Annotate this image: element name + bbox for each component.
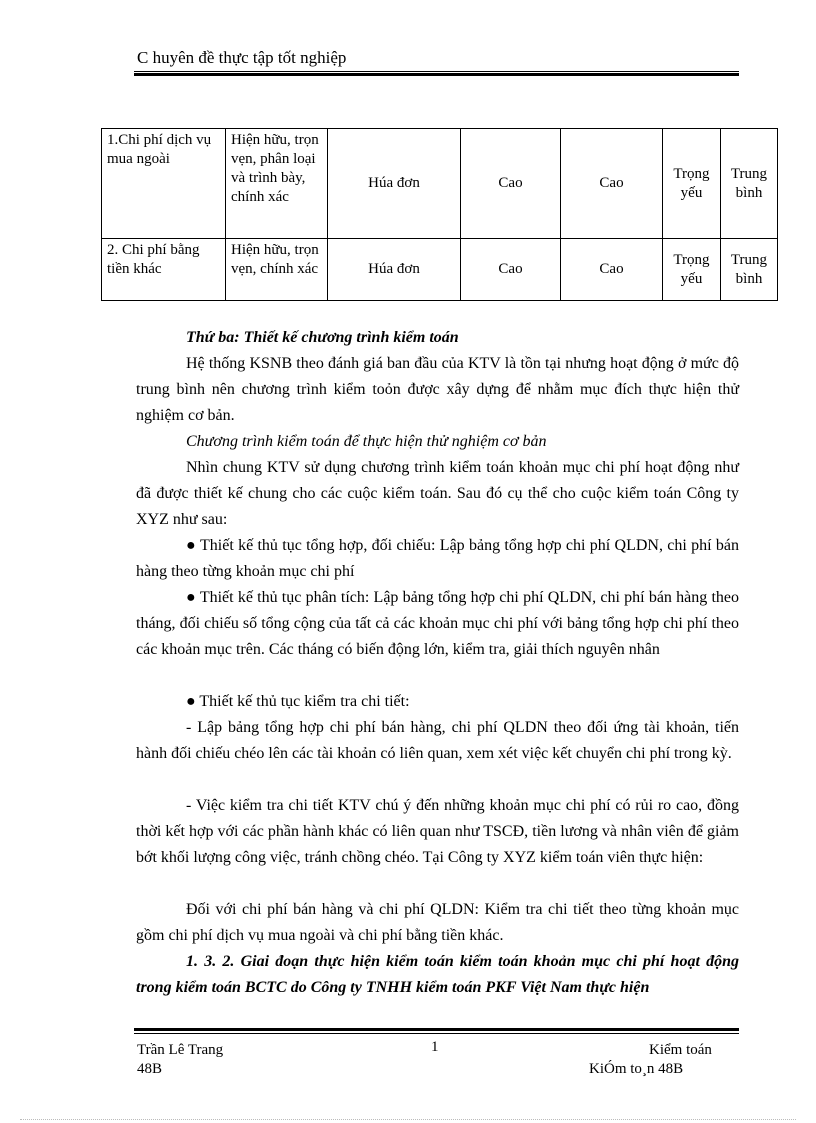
paragraph-detail: Đối với chi phí bán hàng và chi phí QLDN: Kiểm tra chi tiết theo từng khoản mục gồm chi phí dịch vụ mua ngoài và chi phí bằng tiền khác. <box>136 901 739 944</box>
footer-rule-thin <box>134 1033 739 1034</box>
dash-item: - Việc kiểm tra chi tiết KTV chú ý đến những khoản mục chi phí có rủi ro cao, đồng thời kết hợp với các phần hành khác có liên quan như TSCĐ, tiền lương và nhân viên để giảm bớt khối lượng công việc, tránh chồng chéo. Tại Công ty XYZ kiểm toán viên thực hiện: <box>136 797 739 866</box>
table-row <box>102 239 778 301</box>
footer-author-class: 48B <box>137 1061 163 1077</box>
header-rule-thin <box>134 71 739 72</box>
table-cell-materiality: Trọng yếu <box>663 129 721 239</box>
section-heading-step3: Thứ ba: Thiết kế chương trình kiểm toán <box>186 329 459 346</box>
bullet-icon: ● <box>186 589 200 606</box>
table-cell-risk: Cao <box>561 239 663 301</box>
bullet-icon: ● <box>186 537 200 554</box>
bullet-item: ● Thiết kế thủ tục phân tích: Lập bảng tổng hợp chi phí QLDN, chi phí bán hàng theo tháng, đối chiếu số tổng cộng của tất cả các khoản mục chi phí với bảng tổng hợp chi phí theo các khoản mục trên. Các tháng có biến động lớn, kiểm tra, giải thích nguyên nhân <box>136 589 740 658</box>
table-cell-risk: Cao <box>461 129 561 239</box>
bullet-item: ● Thiết kế thủ tục tổng hợp, đối chiếu: Lập bảng tổng hợp chi phí QLDN, chi phí bán hàng theo từng khoản mục chi phí <box>136 537 739 580</box>
dash-item: - Lập bảng tổng hợp chi phí bán hàng, chi phí QLDN theo đối ứng tài khoản, tiến hành đối chiếu chéo lên các tài khoản có liên quan, xem xét việc kết chuyển chi phí trong kỳ. <box>136 719 739 762</box>
bullet-item: ● Thiết kế thủ tục kiểm tra chi tiết: <box>186 693 410 710</box>
table-cell-item: 1.Chi phí dịch vụ mua ngoài <box>102 129 226 239</box>
footer-rule-thick <box>134 1028 739 1031</box>
paragraph-overview: Nhìn chung KTV sử dụng chương trình kiểm toán khoản mục chi phí hoạt động như đã được thiết kế chung cho các cuộc kiểm toán. Sau đó cụ thể cho cuộc kiểm toán Công ty XYZ như sau: <box>136 459 739 528</box>
table-cell-assertion: Hiện hữu, trọn vẹn, phân loại và trình bày, chính xác <box>226 129 328 239</box>
page-bottom-divider <box>20 1119 796 1120</box>
header-rule-thick <box>134 73 739 76</box>
header-title: C huyên đề thực tập tốt nghiệp <box>137 48 347 67</box>
page-number: 1 <box>431 1039 439 1055</box>
table-cell-risk: Cao <box>461 239 561 301</box>
audit-procedure-table <box>101 128 778 301</box>
table-cell-risk: Cao <box>561 129 663 239</box>
footer-dept-class: KiÓm to¸n 48B <box>589 1061 684 1077</box>
table-cell-assertion: Hiện hữu, trọn vẹn, chính xác <box>226 239 328 301</box>
table-cell-level: Trung bình <box>721 129 778 239</box>
table-cell-document: Húa đơn <box>328 129 461 239</box>
table-cell-item: 2. Chi phí bằng tiền khác <box>102 239 226 301</box>
table-cell-document: Húa đơn <box>328 239 461 301</box>
subheading-program: Chương trình kiểm toán để thực hiện thử nghiệm cơ bản <box>186 433 547 450</box>
table-cell-level: Trung bình <box>721 239 778 301</box>
footer-dept: Kiểm toán <box>649 1042 712 1058</box>
footer-author: Trần Lê Trang <box>137 1042 224 1058</box>
section-heading-132: 1. 3. 2. Giai đoạn thực hiện kiểm toán kiểm toán khoản mục chi phí hoạt động trong kiểm toán BCTC do Công ty TNHH kiểm toán PKF Việt Nam thực hiện <box>136 953 739 996</box>
paragraph-ksnb: Hệ thống KSNB theo đánh giá ban đầu của KTV là tồn tại nhưng hoạt động ở mức độ trung bình nên chương trình kiểm toỏn được xây dựng để nhằm mục đích thực hiện thử nghiệm cơ bản. <box>136 355 739 424</box>
table-cell-materiality: Trọng yếu <box>663 239 721 301</box>
table-row <box>102 129 778 239</box>
bullet-icon: ● <box>186 693 200 710</box>
